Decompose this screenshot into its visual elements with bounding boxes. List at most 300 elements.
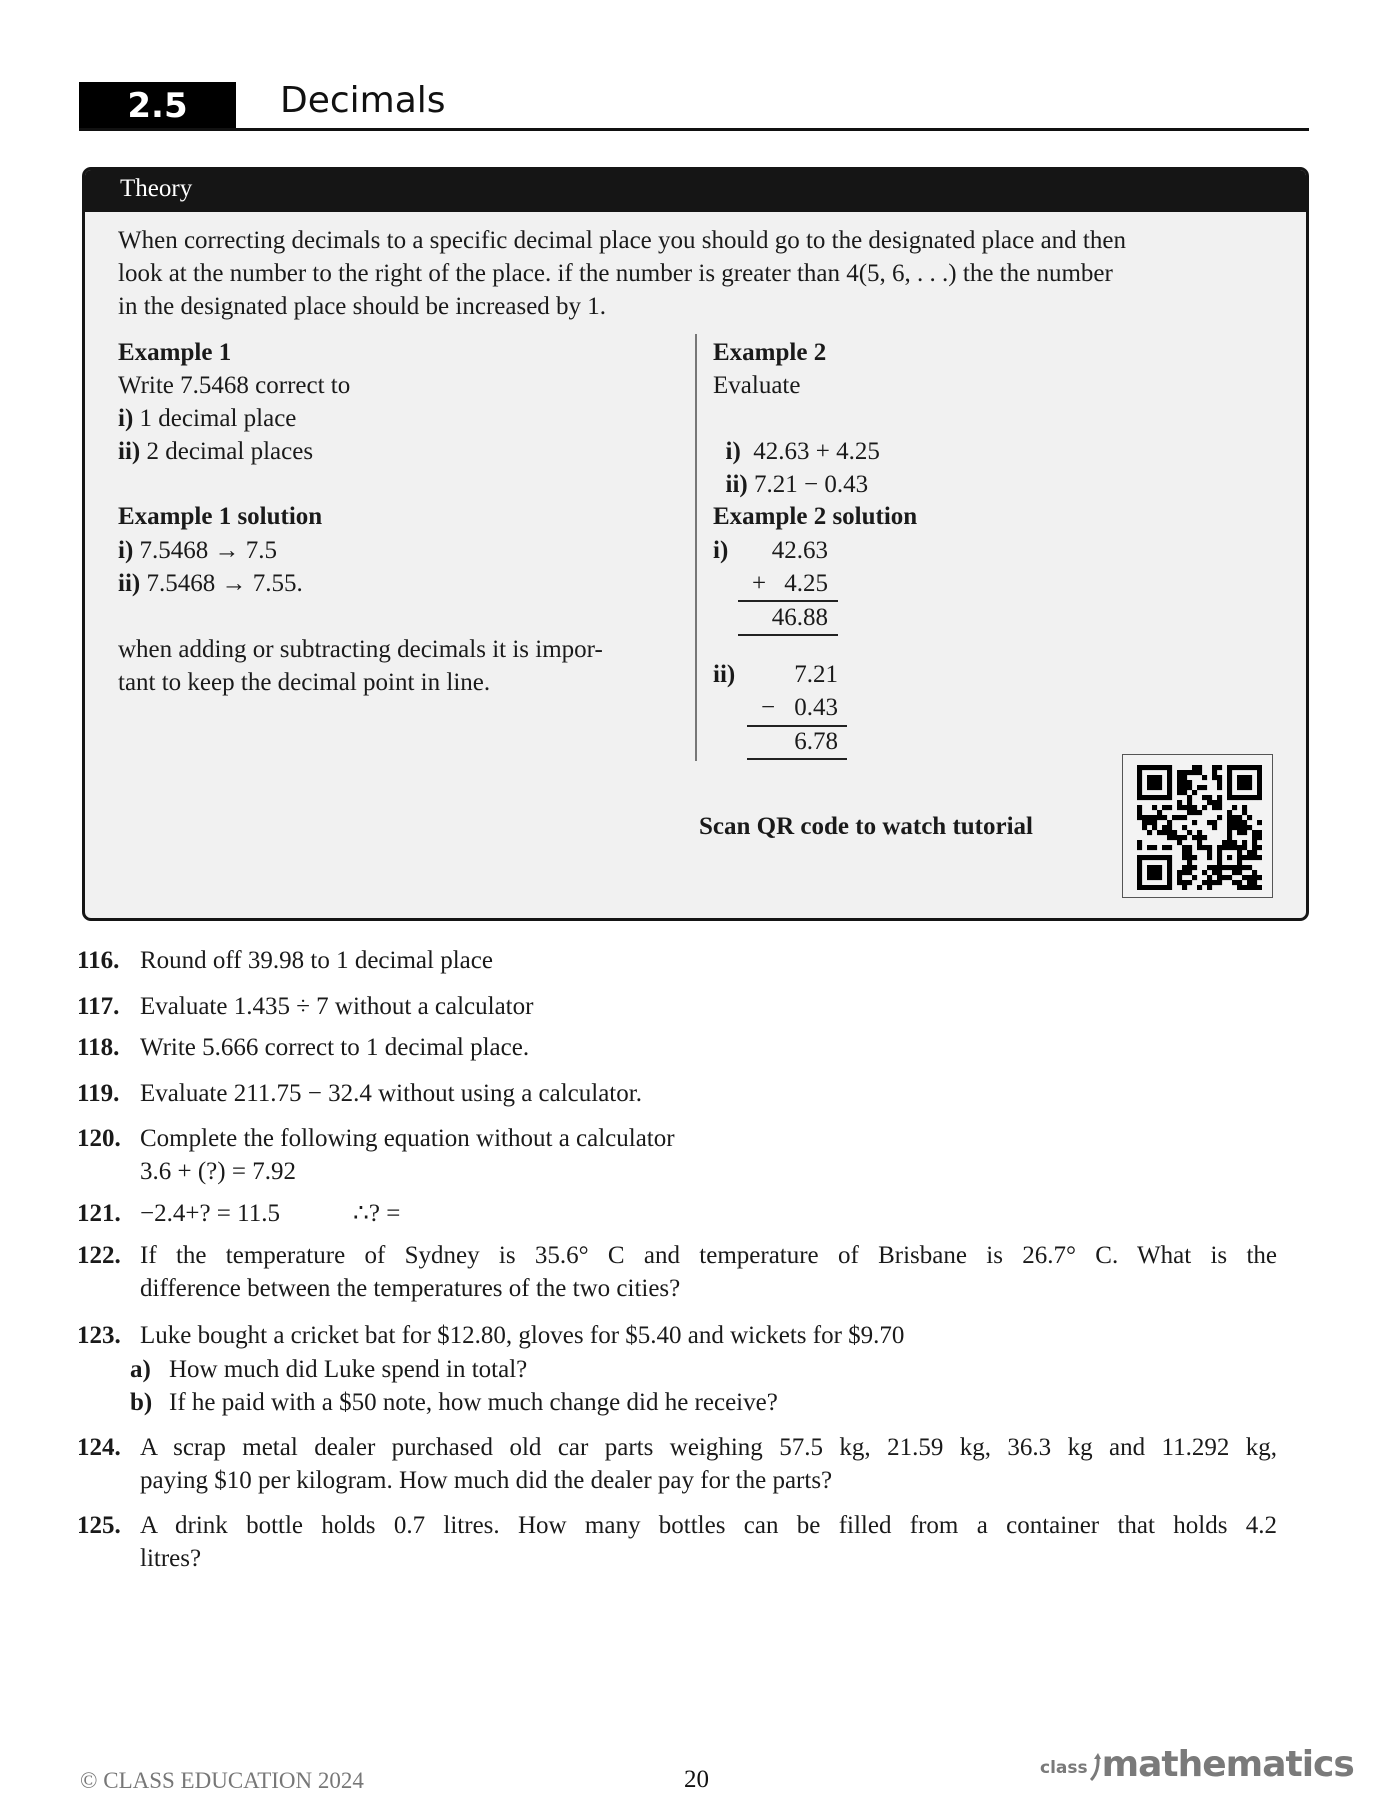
qr-module: [1177, 775, 1182, 780]
qr-module: [1167, 835, 1172, 840]
qr-module: [1152, 870, 1157, 875]
question-text: −2.4+? = 11.5: [140, 1200, 280, 1227]
qr-module: [1242, 830, 1247, 835]
qr-module: [1237, 845, 1242, 850]
qr-module: [1212, 865, 1217, 870]
qr-module: [1227, 840, 1232, 845]
qr-module: [1152, 855, 1157, 860]
qr-module: [1167, 775, 1172, 780]
qr-module: [1157, 830, 1162, 835]
sol-i-op: +: [752, 570, 767, 597]
qr-module: [1237, 785, 1242, 790]
qr-module: [1192, 810, 1197, 815]
qr-module: [1177, 785, 1182, 790]
sol-ii-rule: [747, 758, 847, 760]
qr-module: [1202, 795, 1207, 800]
qr-module: [1232, 865, 1237, 870]
qr-module: [1137, 880, 1142, 885]
qr-module: [1182, 775, 1187, 780]
part-label: i): [118, 405, 134, 432]
sol-ii-top: 7.21: [794, 661, 838, 688]
qr-module: [1212, 775, 1217, 780]
qr-module: [1217, 775, 1222, 780]
qr-module: [1182, 780, 1187, 785]
question-number: 119.: [77, 1080, 120, 1107]
qr-module: [1177, 770, 1182, 775]
qr-module: [1217, 860, 1222, 865]
qr-module: [1242, 855, 1247, 860]
qr-module: [1217, 785, 1222, 790]
qr-module: [1227, 865, 1232, 870]
part-label: ii): [118, 570, 141, 597]
qr-module: [1142, 855, 1147, 860]
example1-part: [118, 402, 296, 435]
qr-module: [1217, 875, 1222, 880]
qr-module: [1212, 765, 1217, 770]
qr-module: [1202, 880, 1207, 885]
question-text: Write 5.666 correct to 1 decimal place.: [140, 1034, 530, 1061]
qr-module: [1147, 820, 1152, 825]
qr-module: [1257, 790, 1262, 795]
qr-module: [1152, 765, 1157, 770]
qr-module: [1212, 800, 1217, 805]
qr-module: [1207, 875, 1212, 880]
qr-module: [1142, 815, 1147, 820]
qr-module: [1217, 795, 1222, 800]
qr-module: [1227, 835, 1232, 840]
qr-module: [1162, 845, 1167, 850]
qr-module: [1197, 835, 1202, 840]
example1-solution-line: [118, 534, 277, 567]
qr-module: [1252, 880, 1257, 885]
qr-module: [1242, 765, 1247, 770]
qr-module: [1182, 815, 1187, 820]
qr-module: [1237, 820, 1242, 825]
qr-module: [1182, 790, 1187, 795]
question-123: [77, 1319, 121, 1352]
qr-module: [1147, 775, 1152, 780]
qr-module: [1167, 845, 1172, 850]
qr-module: [1232, 795, 1237, 800]
question-text: 3.6 + (?) = 7.92: [140, 1158, 296, 1185]
qr-module: [1242, 825, 1247, 830]
qr-module: [1177, 790, 1182, 795]
qr-module: [1237, 870, 1242, 875]
qr-module: [1237, 830, 1242, 835]
qr-module: [1202, 835, 1207, 840]
qr-module: [1187, 830, 1192, 835]
qr-module: [1182, 770, 1187, 775]
qr-module: [1142, 825, 1147, 830]
qr-module: [1182, 865, 1187, 870]
qr-module: [1207, 850, 1212, 855]
qr-module: [1232, 825, 1237, 830]
qr-module: [1137, 780, 1142, 785]
qr-module: [1252, 855, 1257, 860]
qr-module: [1142, 765, 1147, 770]
qr-module: [1227, 770, 1232, 775]
qr-module: [1257, 845, 1262, 850]
page-number: 20: [684, 1766, 709, 1793]
qr-module: [1232, 815, 1237, 820]
qr-module: [1167, 820, 1172, 825]
qr-code-graphic: [1137, 765, 1262, 890]
qr-module: [1247, 765, 1252, 770]
qr-module: [1137, 845, 1142, 850]
qr-module: [1207, 795, 1212, 800]
question-text: Evaluate 211.75 − 32.4 without using a calculator.: [140, 1080, 642, 1107]
qr-module: [1157, 795, 1162, 800]
qr-module: [1197, 840, 1202, 845]
qr-module: [1212, 880, 1217, 885]
qr-module: [1202, 785, 1207, 790]
qr-module: [1202, 805, 1207, 810]
qr-module: [1152, 885, 1157, 890]
qr-module: [1152, 875, 1157, 880]
qr-module: [1247, 785, 1252, 790]
qr-module: [1182, 850, 1187, 855]
qr-module: [1252, 870, 1257, 875]
qr-module: [1237, 795, 1242, 800]
qr-module: [1237, 865, 1242, 870]
qr-module: [1207, 820, 1212, 825]
qr-module: [1182, 880, 1187, 885]
qr-module: [1237, 775, 1242, 780]
logo-class-text: class: [1040, 1758, 1088, 1778]
qr-module: [1177, 800, 1182, 805]
example1-prompt: Write 7.5468 correct to: [118, 372, 351, 399]
qr-module: [1167, 765, 1172, 770]
qr-module: [1257, 885, 1262, 890]
question-121: [77, 1197, 121, 1230]
qr-module: [1137, 885, 1142, 890]
qr-module: [1142, 885, 1147, 890]
qr-module: [1257, 855, 1262, 860]
qr-module: [1207, 885, 1212, 890]
qr-module: [1217, 845, 1222, 850]
example1-solution-line: [118, 567, 303, 600]
qr-module: [1247, 850, 1252, 855]
qr-module: [1207, 800, 1212, 805]
qr-module: [1252, 830, 1257, 835]
qr-module: [1257, 795, 1262, 800]
part-text: 2 decimal places: [140, 438, 314, 465]
qr-module: [1217, 870, 1222, 875]
qr-module: [1137, 840, 1142, 845]
example2-part: [713, 435, 868, 501]
example1-solution-title: Example 1 solution: [118, 503, 323, 530]
qr-module: [1257, 835, 1262, 840]
qr-module: [1192, 805, 1197, 810]
qr-module: [1167, 830, 1172, 835]
qr-module: [1137, 785, 1142, 790]
qr-module: [1247, 795, 1252, 800]
qr-module: [1232, 840, 1237, 845]
question-text: Luke bought a cricket bat for $12.80, gloves for $5.40 and wickets for $9.70: [140, 1322, 905, 1349]
qr-module: [1187, 865, 1192, 870]
qr-module: [1232, 845, 1237, 850]
question-118: [77, 1031, 119, 1064]
qr-module: [1157, 810, 1162, 815]
qr-module: [1162, 885, 1167, 890]
qr-module: [1142, 795, 1147, 800]
qr-module: [1257, 785, 1262, 790]
qr-module: [1197, 885, 1202, 890]
class-mathematics-logo: [1040, 1744, 1354, 1785]
qr-module: [1242, 885, 1247, 890]
qr-module: [1247, 825, 1252, 830]
qr-module: [1147, 875, 1152, 880]
qr-module: [1157, 875, 1162, 880]
qr-module: [1212, 770, 1217, 775]
qr-module: [1227, 810, 1232, 815]
qr-module: [1177, 870, 1182, 875]
qr-module: [1137, 870, 1142, 875]
qr-module: [1227, 875, 1232, 880]
example1-note-line: when adding or subtracting decimals it is impor-: [118, 636, 603, 663]
qr-module: [1187, 780, 1192, 785]
question-124: [77, 1431, 121, 1464]
question-number: 123.: [77, 1322, 121, 1349]
qr-module: [1247, 855, 1252, 860]
qr-module: [1212, 825, 1217, 830]
qr-code-icon[interactable]: [1122, 754, 1273, 898]
qr-module: [1222, 875, 1227, 880]
qr-module: [1137, 795, 1142, 800]
sol-i-top: 42.63: [771, 537, 828, 564]
question-number: 120.: [77, 1125, 121, 1152]
qr-module: [1257, 875, 1262, 880]
qr-module: [1162, 825, 1167, 830]
qr-module: [1232, 820, 1237, 825]
question-text: Round off 39.98 to 1 decimal place: [140, 947, 493, 974]
qr-module: [1247, 775, 1252, 780]
qr-module: [1212, 820, 1217, 825]
qr-caption: Scan QR code to watch tutorial: [699, 813, 1033, 840]
part-label: ii): [725, 471, 748, 498]
part-label: ii): [118, 438, 141, 465]
theory-intro-line: in the designated place should be increased by 1.: [118, 293, 607, 320]
question-119: [77, 1077, 119, 1110]
qr-module: [1197, 770, 1202, 775]
qr-module: [1162, 830, 1167, 835]
qr-module: [1217, 865, 1222, 870]
qr-module: [1187, 850, 1192, 855]
qr-module: [1192, 855, 1197, 860]
qr-module: [1197, 810, 1202, 815]
qr-module: [1152, 785, 1157, 790]
qr-module: [1202, 870, 1207, 875]
qr-module: [1147, 765, 1152, 770]
question-number: 118.: [77, 1034, 120, 1061]
qr-module: [1217, 780, 1222, 785]
qr-module: [1177, 840, 1182, 845]
qr-module: [1147, 870, 1152, 875]
qr-module: [1152, 795, 1157, 800]
qr-module: [1247, 885, 1252, 890]
qr-module: [1137, 775, 1142, 780]
qr-module: [1177, 805, 1182, 810]
qr-module: [1237, 825, 1242, 830]
qr-module: [1157, 815, 1162, 820]
qr-module: [1242, 845, 1247, 850]
example2-solution-title: Example 2 solution: [713, 503, 918, 530]
question-text: Complete the following equation without a calculator: [140, 1125, 675, 1152]
qr-module: [1137, 805, 1142, 810]
qr-module: [1167, 780, 1172, 785]
qr-module: [1257, 775, 1262, 780]
qr-module: [1252, 765, 1257, 770]
qr-module: [1157, 775, 1162, 780]
question-number: 117.: [77, 993, 120, 1020]
subpart-text: How much did Luke spend in total?: [169, 1356, 528, 1383]
qr-module: [1237, 815, 1242, 820]
qr-module: [1167, 880, 1172, 885]
qr-module: [1207, 865, 1212, 870]
example2-prompt: Evaluate: [713, 372, 801, 399]
qr-module: [1157, 855, 1162, 860]
question-122: [77, 1239, 121, 1272]
qr-module: [1167, 865, 1172, 870]
qr-module: [1187, 855, 1192, 860]
qr-module: [1207, 880, 1212, 885]
qr-module: [1242, 780, 1247, 785]
sol-i-label: i): [713, 537, 729, 564]
part-text: 1 decimal place: [133, 405, 297, 432]
qr-module: [1147, 845, 1152, 850]
question-text: If the temperature of Sydney is 35.6° C and temperature of Brisbane is 26.7° C. What is the: [140, 1242, 1277, 1269]
qr-module: [1187, 845, 1192, 850]
qr-module: [1147, 795, 1152, 800]
question-number: 116.: [77, 947, 120, 974]
qr-module: [1247, 880, 1252, 885]
qr-module: [1167, 875, 1172, 880]
part-label: i): [725, 438, 741, 465]
section-number-box: [79, 82, 236, 130]
qr-module: [1137, 855, 1142, 860]
qr-module: [1187, 800, 1192, 805]
qr-module: [1242, 820, 1247, 825]
qr-module: [1182, 785, 1187, 790]
qr-module: [1167, 785, 1172, 790]
subpart-label: b): [130, 1389, 153, 1416]
qr-module: [1182, 835, 1187, 840]
part-text: 7.5468 → 7.5: [133, 537, 278, 564]
qr-module: [1177, 780, 1182, 785]
qr-module: [1227, 785, 1232, 790]
part-text: 42.63 + 4.25: [740, 438, 880, 465]
qr-module: [1162, 795, 1167, 800]
qr-module: [1152, 805, 1157, 810]
part-label: i): [118, 537, 134, 564]
sol-ii-result: 6.78: [794, 728, 838, 755]
theory-header-bar: [85, 170, 1306, 212]
qr-module: [1182, 870, 1187, 875]
qr-module: [1152, 825, 1157, 830]
qr-module: [1227, 795, 1232, 800]
qr-module: [1237, 855, 1242, 860]
qr-module: [1137, 810, 1142, 815]
qr-module: [1147, 785, 1152, 790]
qr-module: [1157, 785, 1162, 790]
qr-module: [1247, 780, 1252, 785]
qr-module: [1227, 820, 1232, 825]
qr-module: [1227, 780, 1232, 785]
qr-module: [1252, 885, 1257, 890]
qr-module: [1137, 875, 1142, 880]
qr-module: [1232, 870, 1237, 875]
sol-ii-second: 0.43: [794, 694, 838, 721]
question-120: [77, 1122, 121, 1155]
qr-module: [1242, 775, 1247, 780]
qr-module: [1197, 845, 1202, 850]
qr-module: [1207, 855, 1212, 860]
qr-module: [1142, 820, 1147, 825]
theory-title: Theory: [120, 175, 193, 202]
qr-module: [1242, 785, 1247, 790]
qr-module: [1217, 850, 1222, 855]
qr-module: [1257, 770, 1262, 775]
question-number: 121.: [77, 1200, 121, 1227]
qr-module: [1227, 815, 1232, 820]
qr-module: [1222, 845, 1227, 850]
qr-module: [1162, 805, 1167, 810]
qr-module: [1187, 795, 1192, 800]
qr-module: [1252, 795, 1257, 800]
qr-module: [1167, 870, 1172, 875]
theory-intro-line: look at the number to the right of the place. if the number is greater than 4(5, 6, . . .) the the number: [118, 260, 1113, 287]
subpart-text: If he paid with a $50 note, how much change did he receive?: [169, 1389, 778, 1416]
qr-module: [1252, 850, 1257, 855]
qr-module: [1242, 865, 1247, 870]
qr-module: [1157, 885, 1162, 890]
qr-module: [1242, 805, 1247, 810]
sol-i-rule: [738, 634, 838, 636]
qr-module: [1147, 885, 1152, 890]
qr-module: [1232, 880, 1237, 885]
qr-module: [1187, 805, 1192, 810]
qr-module: [1257, 780, 1262, 785]
qr-module: [1192, 790, 1197, 795]
qr-module: [1222, 865, 1227, 870]
qr-module: [1187, 785, 1192, 790]
qr-module: [1162, 815, 1167, 820]
question-text: A drink bottle holds 0.7 litres. How many bottles can be filled from a container that holds 4.2: [140, 1512, 1277, 1539]
qr-module: [1192, 835, 1197, 840]
question-text: litres?: [140, 1545, 202, 1572]
question-117: [77, 990, 119, 1023]
qr-module: [1242, 810, 1247, 815]
qr-module: [1227, 845, 1232, 850]
qr-module: [1177, 815, 1182, 820]
qr-module: [1192, 765, 1197, 770]
qr-module: [1212, 870, 1217, 875]
section-number: 2.5: [127, 86, 188, 126]
question-number: 124.: [77, 1434, 121, 1461]
qr-module: [1197, 830, 1202, 835]
part-text: 7.5468 → 7.55.: [140, 570, 303, 597]
sol-i-result: 46.88: [771, 604, 828, 631]
qr-module: [1237, 860, 1242, 865]
qr-module: [1187, 810, 1192, 815]
qr-module: [1182, 805, 1187, 810]
qr-module: [1152, 845, 1157, 850]
qr-module: [1237, 765, 1242, 770]
qr-module: [1172, 835, 1177, 840]
section-title: Decimals: [280, 80, 446, 121]
qr-module: [1172, 815, 1177, 820]
qr-module: [1167, 770, 1172, 775]
